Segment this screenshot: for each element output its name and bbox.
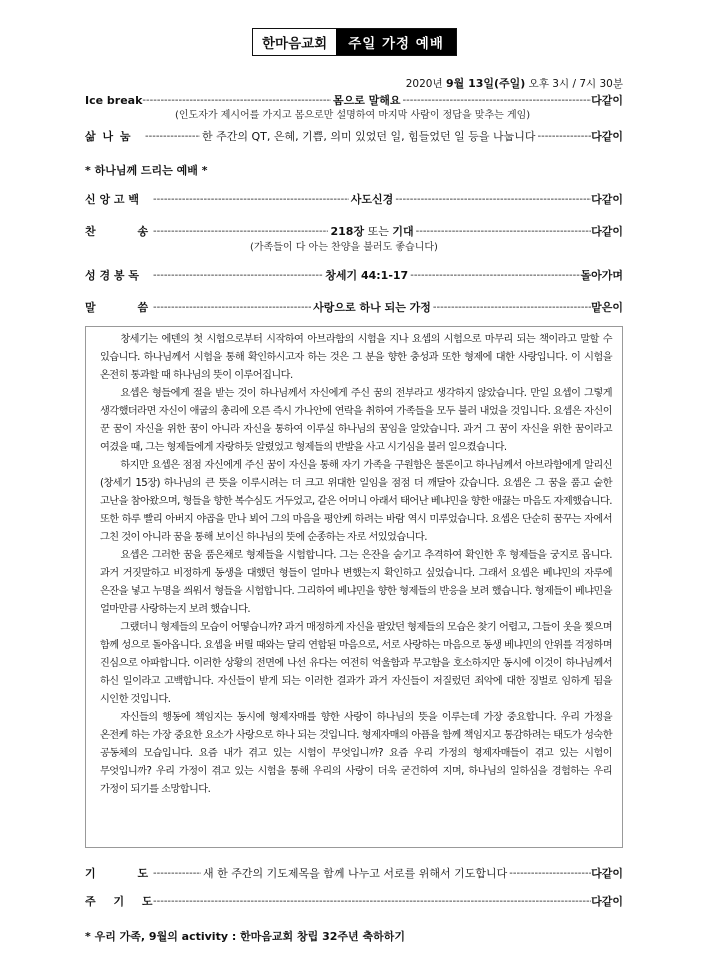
order-content: 사도신경 [350, 193, 394, 206]
date-year: 2020년 [405, 78, 443, 90]
order-content: 사랑으로 하나 되는 가정 [313, 301, 431, 314]
dash-leader [153, 896, 591, 907]
church-name: 한마음교회 [253, 29, 336, 55]
order-content: 218장 또는 기대 [330, 225, 414, 238]
page-title [252, 28, 457, 56]
dash-leader [153, 270, 323, 281]
order-row-hymn [85, 223, 623, 239]
order-label: 기 도 [85, 867, 149, 880]
service-name: 주일 가정 예배 [336, 29, 456, 55]
order-leader: 다같이 [591, 193, 623, 206]
order-leader: 돌아가며 [580, 269, 623, 282]
order-row-sermon [85, 299, 623, 315]
dash-leader [153, 302, 311, 313]
order-content: 몸으로 말해요 [332, 94, 401, 107]
dash-leader [153, 226, 328, 237]
order-label: 성 경 봉 독 [85, 269, 139, 282]
order-leader: 맡은이 [591, 301, 623, 314]
dash-leader [145, 131, 200, 142]
order-content: 새 한 주간의 기도제목을 함께 나누고 서로를 위해서 기도합니다 [203, 867, 508, 880]
dash-leader [509, 868, 591, 879]
icebreak-note: (인도자가 제시어를 가지고 몸으로만 설명하여 마지막 사람이 정답을 맞추는 게임) [175, 110, 531, 121]
order-content: 창세기 44:1-17 [325, 269, 409, 282]
sermon-paragraph: 자신들의 행동에 책임지는 동시에 형제자매를 향한 사랑이 하나님의 뜻을 이루는데 가장 중요합니다. 우리 가정을 온전케 하는 가장 중요한 요소가 사랑으로 하나 되는 것입니다. 형제자매의 아픔을 함께 책임지고 통감하려는 태도가 성숙한 공동체의 모습입니다. 요즘 내가 겪고 있는 시험이 무엇입니까? 요즘 우리 가정의 형제자매들이 겪고 있는 시험이 무엇입니까? 우리 가정이 겪고 있는 시험을 통해 우리의 사랑이 더욱 굳건하여 지며, 하나님의 일하심을 경험하는 우리 가정이 되기를 소망합니다. [100, 712, 612, 795]
order-label: 삶 나 눔 [85, 130, 131, 143]
order-label: Ice break [85, 93, 143, 107]
order-leader: 다같이 [591, 895, 623, 908]
dash-leader [537, 131, 591, 142]
order-label: 주 기 도 [85, 895, 153, 908]
monthly-activity: * 우리 가족, 9월의 activity : 한마음교회 창립 32주년 축하하기 [85, 930, 405, 943]
order-label: 신 앙 고 백 [85, 193, 139, 206]
order-leader: 다같이 [591, 867, 623, 880]
order-row-reading [85, 267, 623, 283]
order-content: 한 주간의 QT, 은혜, 기쁨, 의미 있었던 일, 힘들었던 일 등을 나눕니다 [202, 130, 536, 143]
sermon-box [85, 326, 623, 848]
sermon-paragraph: 요셉은 형들에게 절을 받는 것이 하나님께서 자신에게 주신 꿈의 전부라고 생각하지 않았습니다. 만일 요셉이 그렇게 생각했더라면 자신이 애굽의 총리에 오른 즉시 가나안에 연락을 취하여 가족들을 모두 불러 내었을 것입니다. 요셉은 자신이 꾼 꿈이 자신을 위한 꿈이 아니라 자신을 통하여 이루실 하나님의 꿈임을 알았습니다. 과거 그 꿈이 자신을 위한 꿈이라고 여겼을 때, 그는 형제들에게 자랑하듯 알렸었고 형제들의 반발을 사고 시기심을 불러 일으켰습니다. [100, 388, 612, 453]
dash-leader [433, 302, 591, 313]
dash-leader [403, 95, 592, 106]
order-row-prayer [85, 865, 623, 881]
order-leader: 다같이 [591, 225, 623, 238]
dash-leader [153, 868, 201, 879]
section-heading: * 하나님께 드리는 예배 * [85, 164, 208, 177]
date-time: 오후 3시 / 7시 30분 [528, 78, 623, 90]
order-label: 찬 송 [85, 225, 149, 238]
sermon-paragraph: 하지만 요셉은 점점 자신에게 주신 꿈이 자신을 통해 자기 가족을 구원함은 물론이고 하나님께서 아브라함에게 알리신(창세기 15장) 하나님의 큰 뜻을 이루시려는 더 크고 위대한 일임을 점점 더 깨달아 갔습니다. 요셉은 그 꿈을 품고 숱한 고난을 참아왔으며, 형들을 향한 복수심도 거두었고, 같은 어머니 아래서 태어난 베냐민을 향한 애끓는 마음도 자제했습니다. 또한 하루 빨리 아버지 야곱을 만나 뵈어 그의 마음을 평안케 하려는 바람 역시 미루었습니다. 요셉은 단순히 꿈꾸는 자에서 그친 것이 아니라 꿈을 통해 보이신 하나님의 뜻에 순종하는 자로 서있었습니다. [100, 460, 612, 543]
order-leader: 다같이 [591, 94, 623, 107]
order-row-lords-prayer [85, 893, 623, 909]
sermon-paragraph: 창세기는 에덴의 첫 시험으로부터 시작하여 아브라함의 시험을 지나 요셉의 시험으로 마무리 되는 책이라고 말할 수 있습니다. 하나님께서 시험을 통해 확인하시고자 하는 것은 그 분을 향한 충성과 또한 형제에 대한 사랑입니다. 이 시험을 온전히 통과할 때 하나님의 뜻이 이루어집니다. [100, 334, 612, 381]
order-leader: 다같이 [591, 130, 623, 143]
dash-leader [153, 194, 349, 205]
dash-leader [410, 270, 580, 281]
sermon-paragraph: 요셉은 그러한 꿈을 품은채로 형제들을 시험합니다. 그는 은잔을 숨기고 추격하여 확인한 후 형제들을 궁지로 몹니다. 과거 거짓말하고 비정하게 동생을 대했던 형들이 얼마나 변했는지 확인하고 싶었습니다. 그래서 요셉은 베냐민의 자루에 은잔을 넣고 누명을 씌워서 형들을 시험합니다. 그리하여 베냐민을 향한 형제들의 반응을 보려 했습니다. 형제들이 베냐민을 얼마만큼 사랑하는지 보려 했습니다. [100, 550, 612, 615]
order-row-sharing [85, 128, 623, 144]
sermon-paragraph: 그랬더니 형제들의 모습이 어떻습니까? 과거 매정하게 자신을 팔았던 형제들의 모습은 찾기 어렵고, 그들이 옷을 찢으며 함께 성으로 돌아옵니다. 요셉을 버릴 때와는 달리 연합된 마음으로, 서로 사랑하는 마음으로 동생 베냐민의 안위를 걱정하며 진심으로 아파합니다. 이러한 상황의 전면에 나선 유다는 여전히 억울함과 무고함을 호소하지만 동시에 이것이 하나님께서 하신 일이라고 고백합니다. 자신들이 받게 되는 이러한 결과가 과거 자신들이 저질렀던 죄악에 대한 징벌로 임하게 됨을 시인한 것입니다. [100, 622, 612, 705]
date-day: 9월 13일(주일) [445, 77, 526, 90]
service-date [406, 75, 623, 91]
dash-leader [395, 194, 591, 205]
hymn-note: (가족들이 다 아는 찬양을 불러도 좋습니다) [250, 242, 438, 253]
order-row-confession [85, 191, 623, 207]
dash-leader [142, 95, 331, 106]
order-label: 말 씀 [85, 301, 149, 314]
dash-leader [416, 226, 591, 237]
